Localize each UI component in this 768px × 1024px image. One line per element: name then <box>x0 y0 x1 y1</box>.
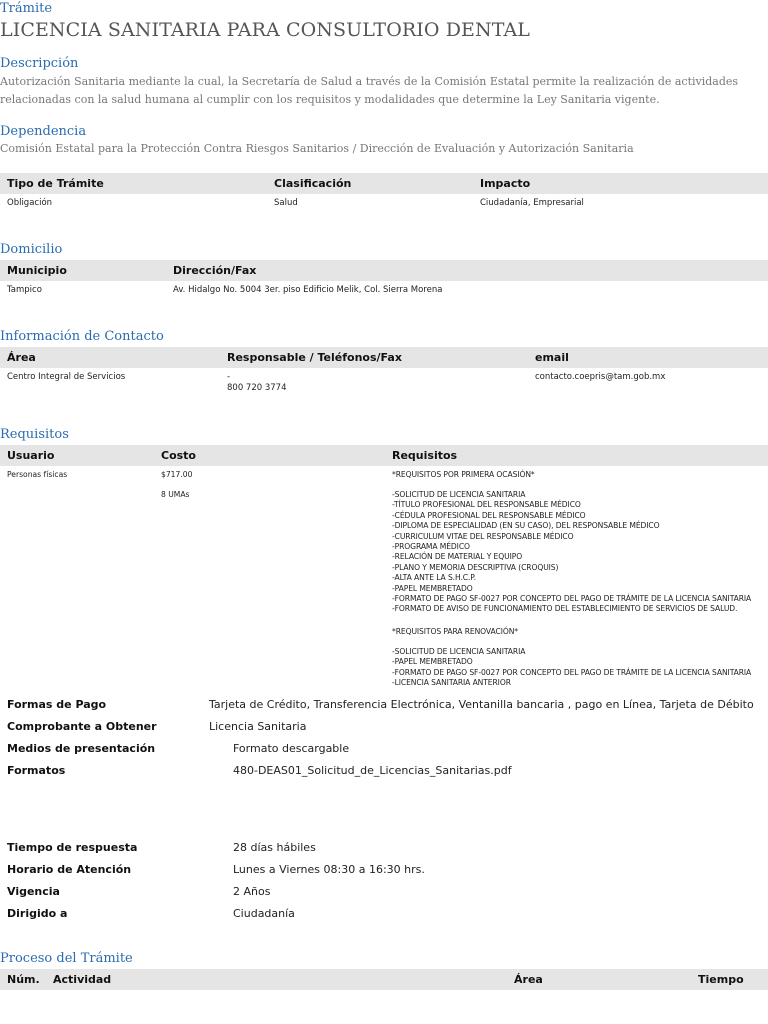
col-responsable: Responsable / Teléfonos/Fax <box>227 351 402 364</box>
requisito-item: -LICENCIA SANITARIA ANTERIOR <box>392 678 511 688</box>
requisito-item: -PAPEL MEMBRETADO <box>392 583 473 593</box>
horario-value: Lunes a Viernes 08:30 a 16:30 hrs. <box>233 863 425 876</box>
col-tiempo: Tiempo <box>698 973 744 986</box>
requisitos-heading: Requisitos <box>0 427 69 442</box>
contacto-email-value: contacto.coepris@tam.gob.mx <box>535 372 666 382</box>
requisito-item: -SOLICITUD DE LICENCIA SANITARIA <box>392 490 526 499</box>
dirigido-label: Dirigido a <box>7 907 68 920</box>
tipo-table-header <box>0 173 768 194</box>
requisitos-primera-title: *REQUISITOS POR PRIMERA OCASIÓN* <box>392 470 535 479</box>
domicilio-table-header <box>0 260 768 281</box>
horario-label: Horario de Atención <box>7 863 132 876</box>
requisito-item: -ALTA ANTE LA S.H.C.P. <box>392 573 476 583</box>
col-direccion: Dirección/Fax <box>173 264 257 277</box>
tiempo-value: 28 días hábiles <box>233 841 316 854</box>
proceso-heading: Proceso del Trámite <box>0 951 133 966</box>
col-actividad: Actividad <box>53 973 112 986</box>
dirigido-value: Ciudadanía <box>233 907 295 920</box>
col-proceso-area: Área <box>514 973 543 986</box>
contacto-telefono-value: 800 720 3774 <box>227 383 287 393</box>
formas-pago-label: Formas de Pago <box>7 698 107 711</box>
requisitos-renovacion-title: *REQUISITOS PARA RENOVACIÓN* <box>392 627 518 636</box>
medios-label: Medios de presentación <box>7 742 156 755</box>
requisito-item: -PROGRAMA MÉDICO <box>392 542 470 551</box>
col-clasificacion: Clasificación <box>274 177 352 190</box>
col-email: email <box>535 351 569 364</box>
medios-value: Formato descargable <box>233 742 350 755</box>
formatos-link[interactable]: 480-DEAS01_Solicitud_de_Licencias_Sanitarias.pdf <box>233 764 512 777</box>
requisito-item: -FORMATO DE PAGO SF-0027 POR CONCEPTO DEL PAGO DE TRÁMITE DE LA LICENCIA SANITARIA <box>392 594 752 603</box>
contacto-area-value: Centro Integral de Servicios <box>7 372 126 382</box>
requisitos-table-header <box>0 445 768 466</box>
vigencia-value: 2 Años <box>233 885 271 898</box>
requisito-item: -PLANO Y MEMORIA DESCRIPTIVA (CROQUIS) <box>392 562 559 572</box>
contacto-table-header <box>0 347 768 368</box>
contacto-responsable-value: - <box>227 372 231 382</box>
clasificacion-value: Salud <box>274 198 298 208</box>
requisito-item: -CÉDULA PROFESIONAL DEL RESPONSABLE MÉDICO <box>392 510 586 520</box>
municipio-value: Tampico <box>7 285 42 295</box>
impacto-value: Ciudadanía, Empresarial <box>480 198 584 208</box>
proceso-table-header <box>0 969 768 990</box>
col-num: Núm. <box>7 973 40 986</box>
requisito-item: -CURRICULUM VITAE DEL RESPONSABLE MÉDICO <box>392 531 574 541</box>
umas-value: 8 UMAs <box>161 490 190 499</box>
col-municipio: Municipio <box>7 264 67 277</box>
domicilio-heading: Domicilio <box>0 242 63 257</box>
formas-pago-value: Tarjeta de Crédito, Transferencia Electrónica, Ventanilla bancaria , pago en Línea, Tarjeta de Débito <box>209 698 754 711</box>
col-requisitos: Requisitos <box>392 449 458 462</box>
direccion-value: Av. Hidalgo No. 5004 3er. piso Edificio Melik, Col. Sierra Morena <box>173 285 443 295</box>
col-usuario: Usuario <box>7 449 55 462</box>
contacto-heading: Información de Contacto <box>0 329 164 344</box>
descripcion-text: Autorización Sanitaria mediante la cual, la Secretaría de Salud a través de la Comisión Estatal permite la realización de actividades relacionadas con la salud humana al cumplir con los requisitos y modalidades que determine la Ley Sanitaria vigente. <box>0 75 739 106</box>
col-area: Área <box>7 351 36 364</box>
requisito-item: -TÍTULO PROFESIONAL DEL RESPONSABLE MÉDICO <box>392 500 581 510</box>
comprobante-value: Licencia Sanitaria <box>209 720 307 733</box>
col-tipo-tramite: Tipo de Trámite <box>7 177 104 190</box>
requisito-item: -DIPLOMA DE ESPECIALIDAD (EN SU CASO), DEL RESPONSABLE MÉDICO <box>392 521 660 531</box>
dependencia-text: Comisión Estatal para la Protección Contra Riesgos Sanitarios / Dirección de Evaluación y Autorización Sanitaria <box>0 142 634 155</box>
usuario-value: Personas físicas <box>7 470 68 479</box>
descripcion-heading: Descripción <box>0 56 79 71</box>
requisito-item: -RELACIÓN DE MATERIAL Y EQUIPO <box>392 552 523 562</box>
costo-value: $717.00 <box>161 470 193 479</box>
requisito-item: -FORMATO DE AVISO DE FUNCIONAMIENTO DEL ESTABLECIMIENTO DE SERVICIOS DE SALUD. <box>392 604 738 614</box>
col-costo: Costo <box>161 449 196 462</box>
tipo-tramite-value: Obligación <box>7 198 53 208</box>
formatos-label: Formatos <box>7 764 66 777</box>
requisito-item: -PAPEL MEMBRETADO <box>392 657 473 667</box>
requisito-item: -FORMATO DE PAGO SF-0027 POR CONCEPTO DEL PAGO DE TRÁMITE DE LA LICENCIA SANITARIA <box>392 667 752 677</box>
tiempo-label: Tiempo de respuesta <box>7 841 138 854</box>
requisito-item: -SOLICITUD DE LICENCIA SANITARIA <box>392 647 526 656</box>
vigencia-label: Vigencia <box>7 885 60 898</box>
page-title: LICENCIA SANITARIA PARA CONSULTORIO DENTAL <box>0 19 530 41</box>
page-kicker: Trámite <box>0 1 53 16</box>
col-impacto: Impacto <box>480 177 531 190</box>
dependencia-heading: Dependencia <box>0 124 87 139</box>
comprobante-label: Comprobante a Obtener <box>7 720 157 733</box>
